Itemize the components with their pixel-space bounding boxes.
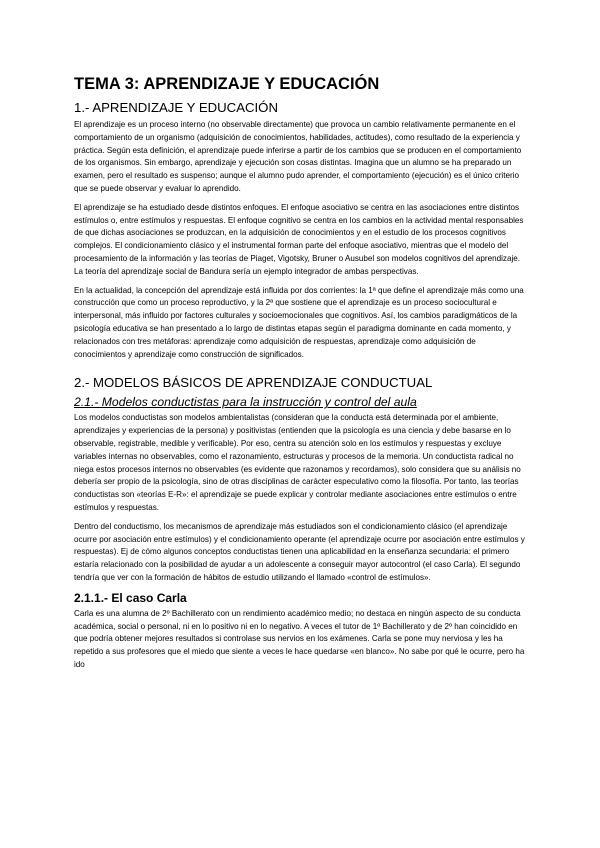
case-carla-heading: 2.1.1.- El caso Carla (74, 590, 187, 605)
section-1-paragraph-1: El aprendizaje es un proceso interno (no observable directamente) que provoca un cambio relativamente permanente en el comportamiento de un organismo (adquisición de conocimientos, habilidades, actitudes), como resultado de la experiencia y práctica. Según esta definición, el aprendizaje puede inferirse a partir de los cambios que se producen en el comportamiento de los organismos. Sin embargo, aprendizaje y ejecución son cosas distintas. Imagina que un alumno se ha preparado un examen, pero el resultado es suspenso; aunque el alumno pudo aprender, el comportamiento (ejecución) es el único criterio que se puede observar y evaluar lo aprendido. (74, 120, 522, 193)
section-2-1-heading: 2.1.- Modelos conductistas para la instrucción y control del aula (74, 395, 417, 410)
case-carla-paragraph: Carla es una alumna de 2º Bachillerato con un rendimiento académico medio; no destaca en ningún aspecto de su conducta académica, social o personal, ni en lo positivo ni en lo negativo. A veces el tutor de 1º Bachillerato y de 2º han coincidido en que podría obtener mejores resultados si controlase sus nervios en los exámenes. Carla se pone muy nerviosa y les ha repetido a sus profesores que el miedo que siente a veces le hace quedarse «en blanco». No sabe por qué le ocurre, pero ha ido (74, 608, 525, 669)
section-2-1-paragraph-2: Dentro del conductismo, los mecanismos de aprendizaje más estudiados son el condicionamiento clásico (el aprendizaje ocurre por asociación entre estímulos) y el condicionamiento operante (el aprendizaje ocurre por asociación entre estímulos y respuestas). Ej de cómo algunos conceptos conductistas tienen una aplicabilidad en la enseñanza secundaria: el primero estaría relacionado con la posibilidad de ayudar a un adolescente a conseguir mayor autocontrol (el caso Carla). El segundo tendría que ver con la formación de hábitos de estudio utilizando el llamado «control de estímulos». (74, 521, 525, 582)
section-1-heading: 1.- APRENDIZAJE Y EDUCACIÓN (74, 100, 278, 115)
document-content (74, 74, 526, 672)
section-1-paragraph-2: El aprendizaje se ha estudiado desde distintos enfoques. El enfoque asociativo se centra en las asociaciones entre distintos estímulos o, entre estímulos y respuestas. El enfoque cognitivo se centra en los cambios en la actividad mental responsables de que dichas asociaciones se produzcan, en la adquisición de conocimientos y en el estudio de los procesos cognitivos complejos. El condicionamiento clásico y el instrumental forman parte del enfoque asociativo, mientras que el modelo del procesamiento de la información y las teorías de Piaget, Vigotsky, Bruner o Ausubel son modelos cognitivos del aprendizaje. La teoría del aprendizaje social de Bandura sería un ejemplo integrador de ambas perspectivas. (74, 202, 524, 276)
section-2-heading: 2.- MODELOS BÁSICOS DE APRENDIZAJE CONDUCTUAL (74, 375, 433, 391)
document-title: TEMA 3: APRENDIZAJE Y EDUCACIÓN (74, 75, 380, 93)
section-1-paragraph-3: En la actualidad, la concepción del aprendizaje está influida por dos corrientes: la 1ª que define el aprendizaje más como una construcción que como un proceso reproductivo, y la 2ª que sostiene que el aprendizaje es un proceso sociocultural e interpersonal, más influido por factores culturales y socioemocionales que cognitivos. Así, los cambios paradigmáticos de la psicología educativa se han presentado a lo largo de distintas etapas según el paradigma dominante en cada momento, y relacionados con tres metáforas: aprendizaje como adquisición de respuestas, aprendizaje como adquisición de conocimientos y aprendizaje como construcción de significados. (74, 285, 524, 359)
section-2-1-paragraph-1: Los modelos conductistas son modelos ambientalistas (consideran que la conducta está determinada por el ambiente, aprendizajes y experiencias de la persona) y positivistas (entienden que la psicología es una ciencia y debe basarse en lo observable, registrable, medible y verificable). Por eso, centra su atención solo en los estímulos y respuestas y excluye variables internas no observables, como el razonamiento, estructuras y procesos de la memoria. Un conductista radical no niega estos procesos internos no observables (es evidente que razonamos y recordamos), solo considera que su análisis no debería ser propio de la psicología, sino de otras disciplinas de carácter especulativo como la filosofía. Por tanto, las teorías conductistas son «teorías E-R»: el aprendizaje se puede explicar y controlar mediante asociaciones entre estímulos o entre estímulos y respuestas. (74, 413, 521, 512)
